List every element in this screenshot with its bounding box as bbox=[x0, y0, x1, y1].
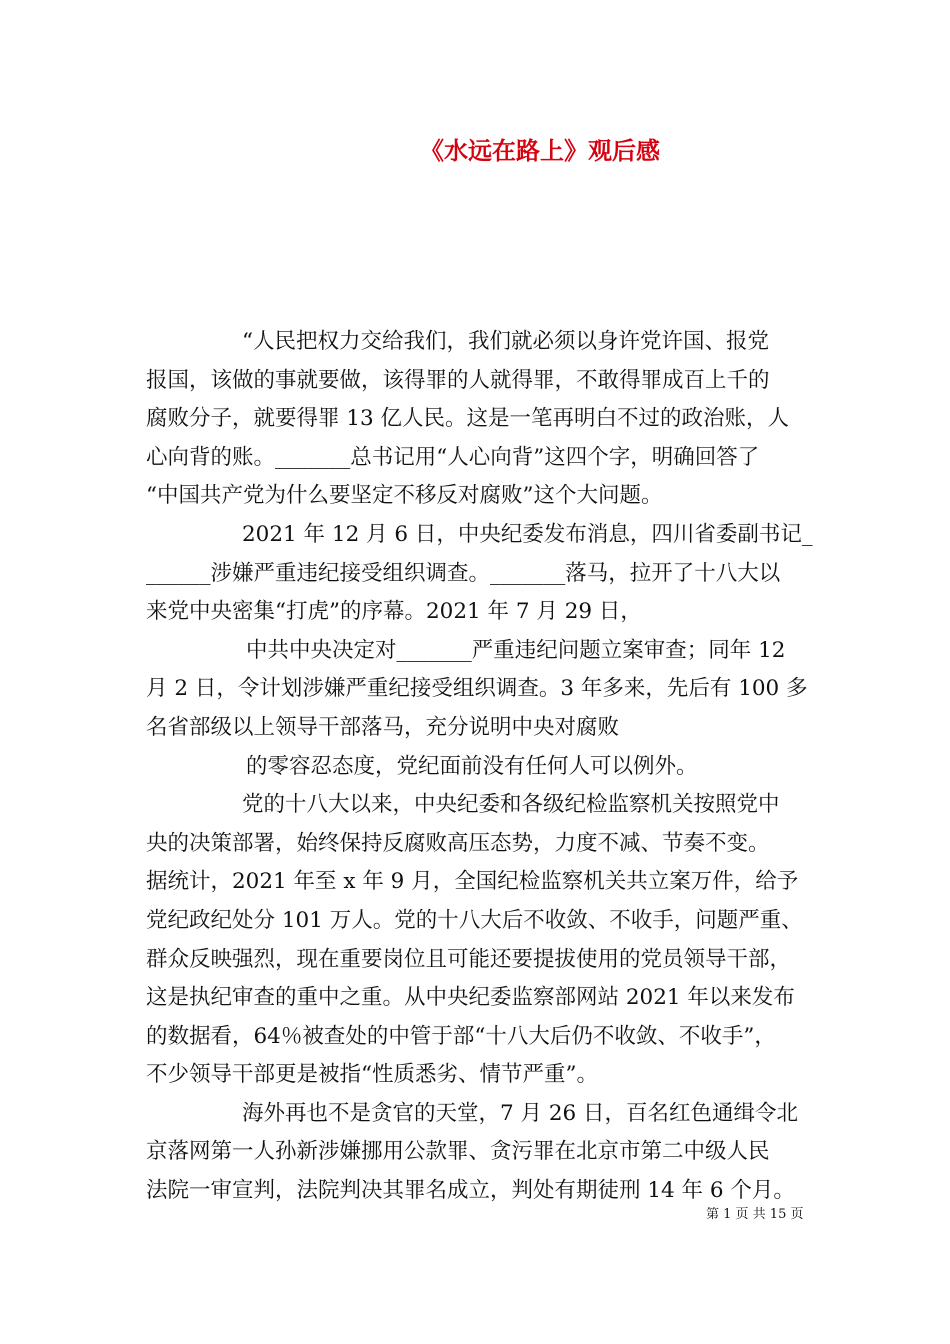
text-line: 群众反映强烈，现在重要岗位且可能还要提拔使用的党员领导干部， bbox=[146, 946, 792, 972]
document-title: 《水远在路上》观后感 bbox=[420, 136, 660, 165]
text-line: 京落网第一人孙新涉嫌挪用公款罪、贪污罪在北京市第二中级人民 bbox=[146, 1139, 770, 1165]
page-number: 第 1 页 共 15 页 bbox=[706, 1207, 804, 1222]
text-line: 心向背的账。_______总书记用“人心向背”这四个字，明确回答了 bbox=[146, 444, 760, 470]
text-line: 来党中央密集“打虎”的序幕。2021 年 7 月 29 日， bbox=[146, 599, 642, 625]
text-line: 央的决策部署，始终保持反腐败高压态势，力度不减、节奏不变。 bbox=[146, 830, 770, 856]
text-line: 腐败分子，就要得罪 13 亿人民。这是一笔再明白不过的政治账，人 bbox=[146, 406, 790, 432]
text-line: 这是执纪审查的重中之重。从中央纪委监察部网站 2021 年以来发布 bbox=[146, 985, 795, 1011]
text-line: 据统计，2021 年至 x 年 9 月，全国纪检监察机关共立案万件，给予 bbox=[146, 869, 799, 895]
text-line: 报国，该做的事就要做，该得罪的人就得罪，不敢得罪成百上千的 bbox=[146, 367, 770, 393]
text-line: 名省部级以上领导干部落马，充分说明中央对腐败 bbox=[146, 714, 620, 740]
text-line: ______涉嫌严重违纪接受组织调查。_______落马，拉开了十八大以 bbox=[146, 560, 781, 586]
text-line: “人民把权力交给我们，我们就必须以身许党许国、报党 bbox=[242, 329, 769, 354]
text-line: 2021 年 12 月 6 日，中央纪委发布消息，四川省委副书记_ bbox=[242, 521, 813, 547]
text-line: 法院一审宣判，法院判决其罪名成立，判处有期徒刑 14 年 6 个月。 bbox=[146, 1178, 795, 1204]
text-line: “中国共产党为什么要坚定不移反对腐败”这个大问题。 bbox=[146, 483, 663, 509]
text-line: 不少领导干部更是被指“性质悉劣、情节严重”。 bbox=[146, 1062, 598, 1088]
text-line: 海外再也不是贪官的天堂，7 月 26 日，百名红色通缉令北 bbox=[242, 1100, 799, 1126]
text-line: 中共中央决定对_______严重违纪问题立案审查；同年 12 bbox=[246, 637, 786, 663]
text-line: 党纪政纪处分 101 万人。党的十八大后不收敛、不收手，问题严重、 bbox=[146, 907, 803, 933]
text-line: 的零容忍态度，党纪面前没有任何人可以例外。 bbox=[246, 753, 698, 779]
text-line: 党的十八大以来，中央纪委和各级纪检监察机关按照党中 bbox=[242, 792, 780, 818]
text-line: 月 2 日，令计划涉嫌严重纪接受组织调查。3 年多来，先后有 100 多 bbox=[146, 676, 808, 702]
text-line: 的数据看，64％被查处的中管于部“十八大后仍不收敛、不收手”， bbox=[146, 1023, 776, 1049]
document-body bbox=[146, 323, 814, 1211]
